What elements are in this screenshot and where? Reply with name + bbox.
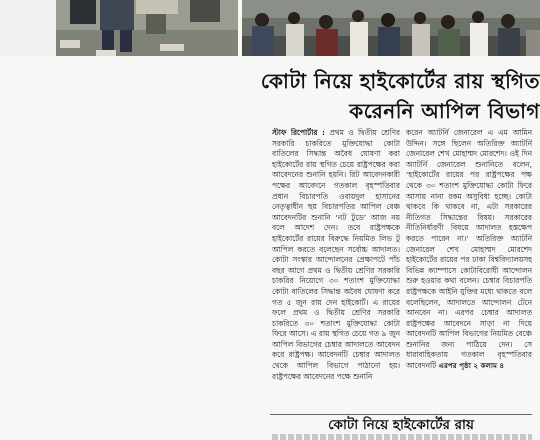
continued-marker: এরপর পৃষ্ঠা ২ কলাম ৪ [438, 361, 505, 371]
article-body-col-1: প্রথম ও দ্বিতীয় শ্রেণির সরকারি চাকরিতে মুক্তিযোদ্ধা কোটা বাতিলের সিদ্ধান্ত অবৈধ ঘোষণা করা হাইকোর্টের রায় স্থগিত চেয়ে রাষ্ট্রপক্ষের করা আবেদনের শুনানি হয়নি। রিট আবেদনকারী পক্ষের আবেদনে গতকাল বৃহস্পতিবার প্রধান বিচারপতি ওবায়দুল হাসানের নেতৃত্বাধীন ছয় বিচারপতির আপিল বেঞ্চ আবেদনটির শুনানি ‘নট টুডে’ আজ নয় বলে আদেশ দেন। তবে রাষ্ট্রপক্ষকে হাইকোর্টের রায়ের বিরুদ্ধে নিয়মিত লিভ টু আপিল করতে বলেছেন সর্বোচ্চ আদালত। কোটা সংস্কার আন্দোলনের প্রেক্ষাপটে পাঁচ বছর আগে প্রথম ও দ্বিতীয় শ্রেণির সরকারি চাকরির নিয়োগে ৩০ শতাংশ মুক্তিযোদ্ধা কোটা বাতিলের সিদ্ধান্ত অবৈধ ঘোষণা করে গত ৫ জুন রায় দেন হাইকোর্ট। এ রায়ের ফলে প্রথম ও দ্বিতীয় শ্রেণির সরকারি চাকরিতে ৩০ শতাংশ মুক্তিযোদ্ধা কোটা ফিরে আসে। এ রায় স্থগিত চেয়ে গত ৯ জুন আপিল বিভাগের চেম্বার আদালতে আবেদন করে রাষ্ট্রপক্ষ। আবেদনটি চেম্বার আদালত থেকে আপিল বিভাগে পাঠানো হয়। রাষ্ট্রপক্ষের আবেদনের পক্ষে শুনানি [272, 128, 400, 381]
headline-line-2: করেননি আপিল বিভাগ [349, 99, 540, 123]
column-divider-rule [270, 414, 532, 415]
byline: স্টাফ রিপোর্টার : [272, 128, 325, 137]
headline-line-1: কোটা নিয়ে হাইকোর্টের রায় স্থগিত [260, 69, 540, 93]
sub-headline: কোটা নিয়ে হাইকোর্টের রায় [328, 417, 474, 433]
article-column-1 [272, 128, 400, 413]
news-photo-right [242, 0, 540, 56]
cut-off-text-line [272, 434, 532, 440]
headline [180, 66, 540, 126]
article-body-col-2: করেন অ্যাটর্নি জেনারেল এ এম আমিন উদ্দিন। সঙ্গে ছিলেন অতিরিক্ত অ্যাটর্নি জেনারেল শেখ মোহাম্মদ মোরশেদ। ওই দিন অ্যাটর্নি জেনারেল শুনানিতে বলেন, ‘হাইকোর্টের রায়ের পর রাষ্ট্রপক্ষের পক্ষ থেকে ৩০ শতাংশ মুক্তিযোদ্ধা কোটা ফিরে আসায় নানা রকম অসুবিধা হচ্ছে। কোটা থাকবে কি থাকবে না, এটা সরকারের নীতিগত সিদ্ধান্তের বিষয়। সরকারের নীতিনির্ধারণী বিষয়ে আদালত হস্তক্ষেপ করতে পারেন না।’ অতিরিক্ত অ্যাটর্নি জেনারেল শেখ মোহাম্মদ মোরশেদ হাইকোর্টের রায়ের পর ঢাকা বিশ্ববিদ্যালয়সহ বিভিন্ন ক্যাম্পাসে কোটাবিরোধী আন্দোলন শুরু হওয়ার কথা বলেন। চেম্বার বিচারপতি রাষ্ট্রপক্ষকে আইনি যুক্তির মধ্যে থাকতে বলে বলেছিলেন, আদালতে আন্দোলন টেনে আনবেন না। এরপর চেম্বার আদালত রাষ্ট্রপক্ষের আবেদনে সাড়া না দিয়ে আবেদনটি আপিল বিভাগের নিয়মিত বেঞ্চে শুনানির জন্য পাঠিয়ে দেন। সে ধারাবাহিকতায় গতকাল বৃহস্পতিবার আবেদনটি [406, 128, 532, 371]
article-column-2 [406, 128, 532, 413]
news-photo-left [0, 0, 238, 56]
